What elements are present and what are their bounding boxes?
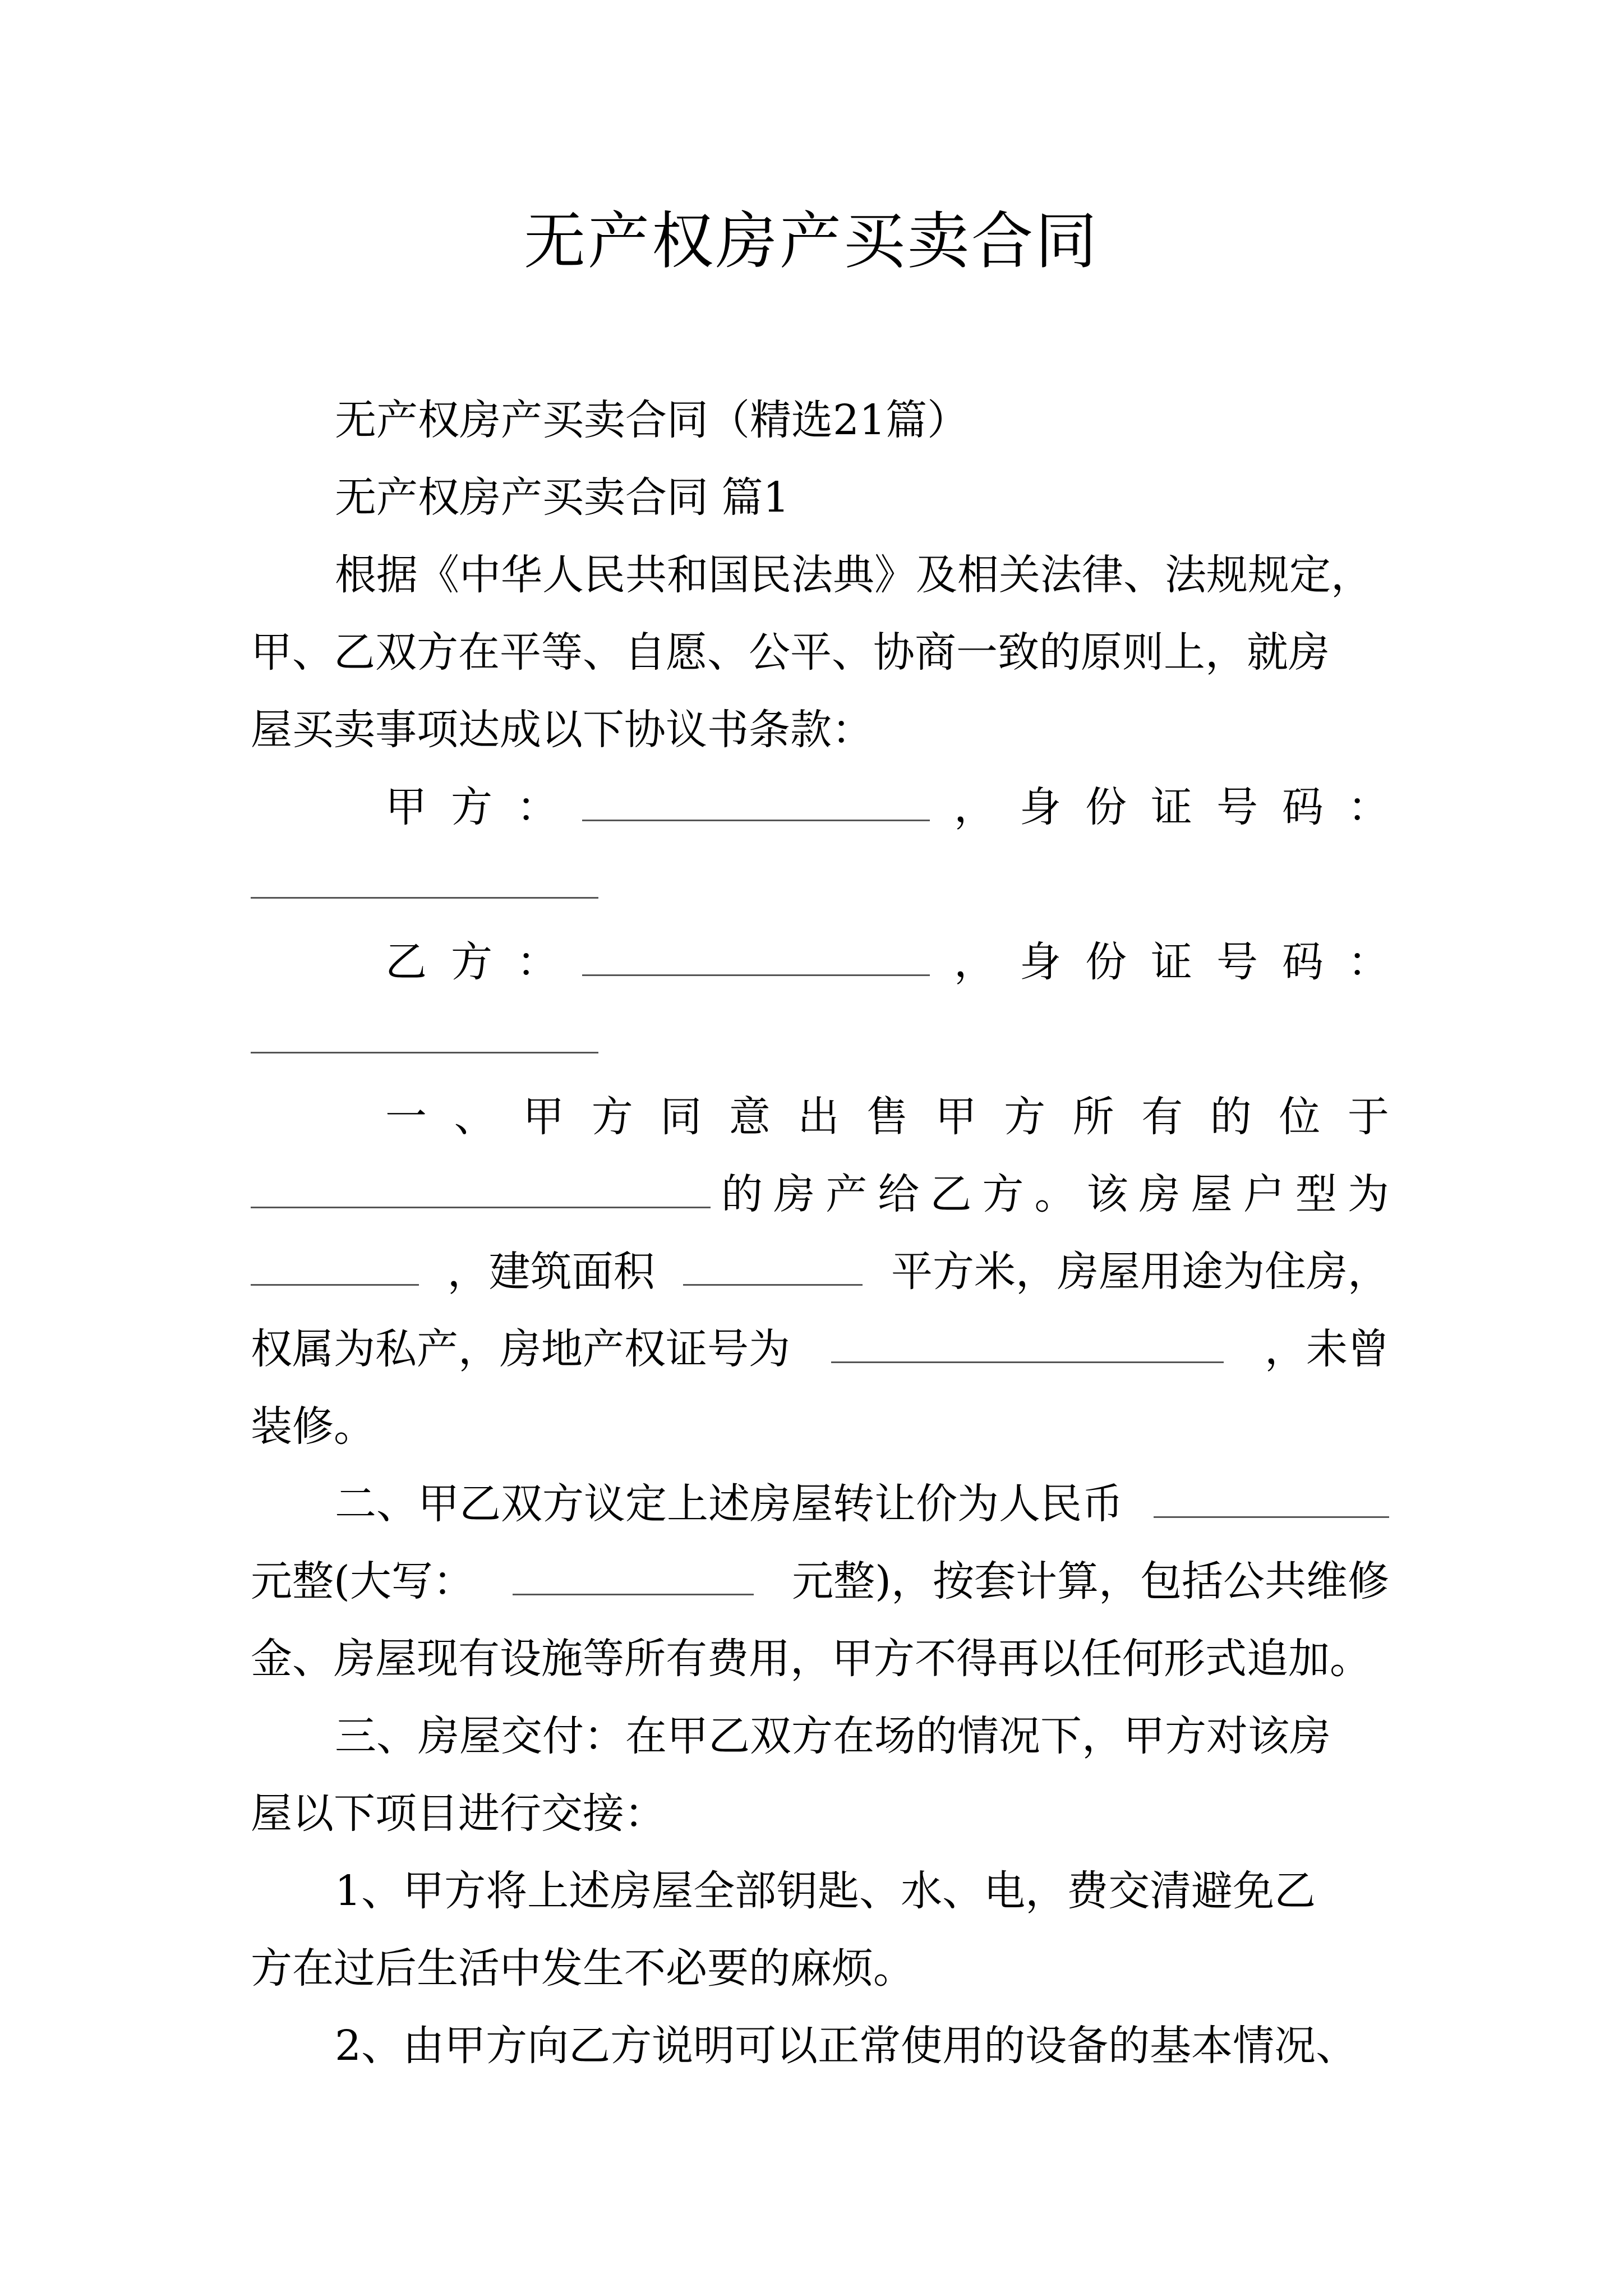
party-b-id-char: 份 (1085, 938, 1127, 986)
clause1-char: 为 (1347, 1170, 1389, 1218)
clause1-char: 型 (1295, 1170, 1337, 1218)
clause1-text: 平方米，房屋用途为住房， (891, 1248, 1389, 1296)
clause1-line-5: 装修。 (251, 1402, 375, 1451)
location-blank[interactable] (251, 1167, 711, 1208)
party-b-char: 方 (451, 938, 492, 986)
party-a-char: ： (517, 783, 558, 831)
party-a-char: 甲 (385, 783, 427, 831)
clause1-char: 给 (878, 1170, 920, 1218)
item1-line-2: 方在过后生活中发生不必要的麻烦。 (251, 1944, 915, 1993)
clause1-char: 产 (826, 1170, 868, 1218)
clause2-line-3: 金、房屋现有设施等所有费用，甲方不得再以任何形式追加。 (251, 1635, 1371, 1683)
clause2-line-2 (251, 1543, 1389, 1620)
clause1-char: 甲 (935, 1093, 977, 1141)
section-heading: 无产权房产买卖合同 篇1 (335, 473, 790, 522)
party-a-id-char: 号 (1216, 783, 1258, 831)
clause1-line-1 (251, 1078, 1389, 1156)
clause1-char: 该 (1086, 1170, 1128, 1218)
clause1-char: 方 (591, 1093, 633, 1141)
area-blank[interactable] (683, 1245, 863, 1286)
party-b-id-char: 码 (1282, 938, 1324, 986)
clause1-line-3 (251, 1233, 1389, 1310)
clause2-text: 二、甲乙双方议定上述房屋转让价为人民币 (335, 1480, 1123, 1528)
clause1-char: 甲 (523, 1093, 565, 1141)
party-b-name-blank[interactable] (582, 935, 930, 976)
clause1-char: 所 (1072, 1093, 1114, 1141)
clause1-char: 的 (721, 1170, 763, 1218)
property-cert-blank[interactable] (831, 1322, 1224, 1363)
clause1-char: 屋 (1191, 1170, 1233, 1218)
party-a-id-char: 证 (1151, 783, 1192, 831)
party-a-id-char: ： (1348, 783, 1389, 831)
party-a-id-char: 码 (1282, 783, 1324, 831)
clause1-line-2 (251, 1156, 1389, 1233)
clause1-char: 房 (1138, 1170, 1181, 1218)
party-b-char: ： (517, 938, 558, 986)
party-b-id-char: 证 (1151, 938, 1192, 986)
clause1-char: 于 (1347, 1093, 1389, 1141)
clause2-text: 元整(大写： (251, 1557, 474, 1605)
document-subtitle: 无产权房产买卖合同（精选21篇） (335, 396, 969, 444)
party-a-line (251, 769, 1389, 846)
party-a-id-blank[interactable] (251, 858, 598, 899)
item2-line-1: 2、由甲方向乙方说明可以正常使用的设备的基本情况、 (335, 2022, 1358, 2070)
clause1-char: 。 (1034, 1170, 1076, 1218)
clause1-text: ，未曾 (1265, 1325, 1389, 1373)
clause1-char: 乙 (930, 1170, 972, 1218)
item1-line-1: 1、甲方将上述房屋全部钥匙、水、电，费交清避免乙 (335, 1867, 1316, 1915)
intro-text-1: 根据《中华人民共和国民法典》及相关法律、法规规定， (335, 551, 1372, 599)
clause1-char: 出 (797, 1093, 840, 1141)
intro-line-1 (251, 536, 1389, 614)
clause3-line-2: 屋以下项目进行交接： (251, 1789, 666, 1838)
clause1-char: 方 (1004, 1093, 1046, 1141)
clause1-text: 权属为私产，房地产权证号为 (251, 1325, 790, 1373)
clause1-char: 方 (982, 1170, 1024, 1218)
document-title: 无产权房产买卖合同 (524, 205, 1099, 277)
party-b-id-blank[interactable] (251, 1013, 598, 1053)
clause1-char: 的 (1210, 1093, 1252, 1141)
clause1-char: 同 (660, 1093, 702, 1141)
party-b-id-char: 身 (1020, 938, 1061, 986)
clause2-line-1 (251, 1465, 1389, 1543)
party-b-comma: ， (954, 938, 995, 986)
intro-line-3: 屋买卖事项达成以下协议书条款： (251, 706, 873, 754)
party-a-name-blank[interactable] (582, 780, 930, 821)
party-b-id-char: 号 (1216, 938, 1258, 986)
clause1-char: 、 (454, 1093, 496, 1141)
price-blank[interactable] (1154, 1477, 1389, 1518)
clause1-char: 房 (773, 1170, 815, 1218)
house-type-blank[interactable] (251, 1245, 419, 1286)
price-words-blank[interactable] (513, 1554, 754, 1595)
clause1-char: 位 (1279, 1093, 1321, 1141)
clause1-text: ，建筑面积 (447, 1248, 655, 1296)
clause1-char: 意 (728, 1093, 771, 1141)
party-a-id-char: 份 (1085, 783, 1127, 831)
party-b-id-char: ： (1348, 938, 1389, 986)
party-b-char: 乙 (385, 938, 427, 986)
clause2-text: 元整)，按套计算，包括公共维修 (792, 1557, 1389, 1605)
party-a-char: 方 (451, 783, 492, 831)
intro-line-2: 甲、乙双方在平等、自愿、公平、协商一致的原则上，就房 (251, 628, 1330, 677)
clause1-line-4 (251, 1310, 1389, 1388)
clause1-char: 一 (385, 1093, 427, 1141)
party-b-line (251, 923, 1389, 1001)
party-b-id-line (251, 1001, 1389, 1078)
document-body (251, 381, 1389, 2085)
clause1-char: 户 (1243, 1170, 1285, 1218)
party-a-id-char: 身 (1020, 783, 1061, 831)
party-a-id-line (251, 846, 1389, 923)
clause1-char: 有 (1141, 1093, 1183, 1141)
clause1-char: 售 (866, 1093, 908, 1141)
party-a-comma: ， (954, 783, 995, 831)
clause3-line-1: 三、房屋交付：在甲乙双方在场的情况下，甲方对该房 (335, 1712, 1331, 1760)
